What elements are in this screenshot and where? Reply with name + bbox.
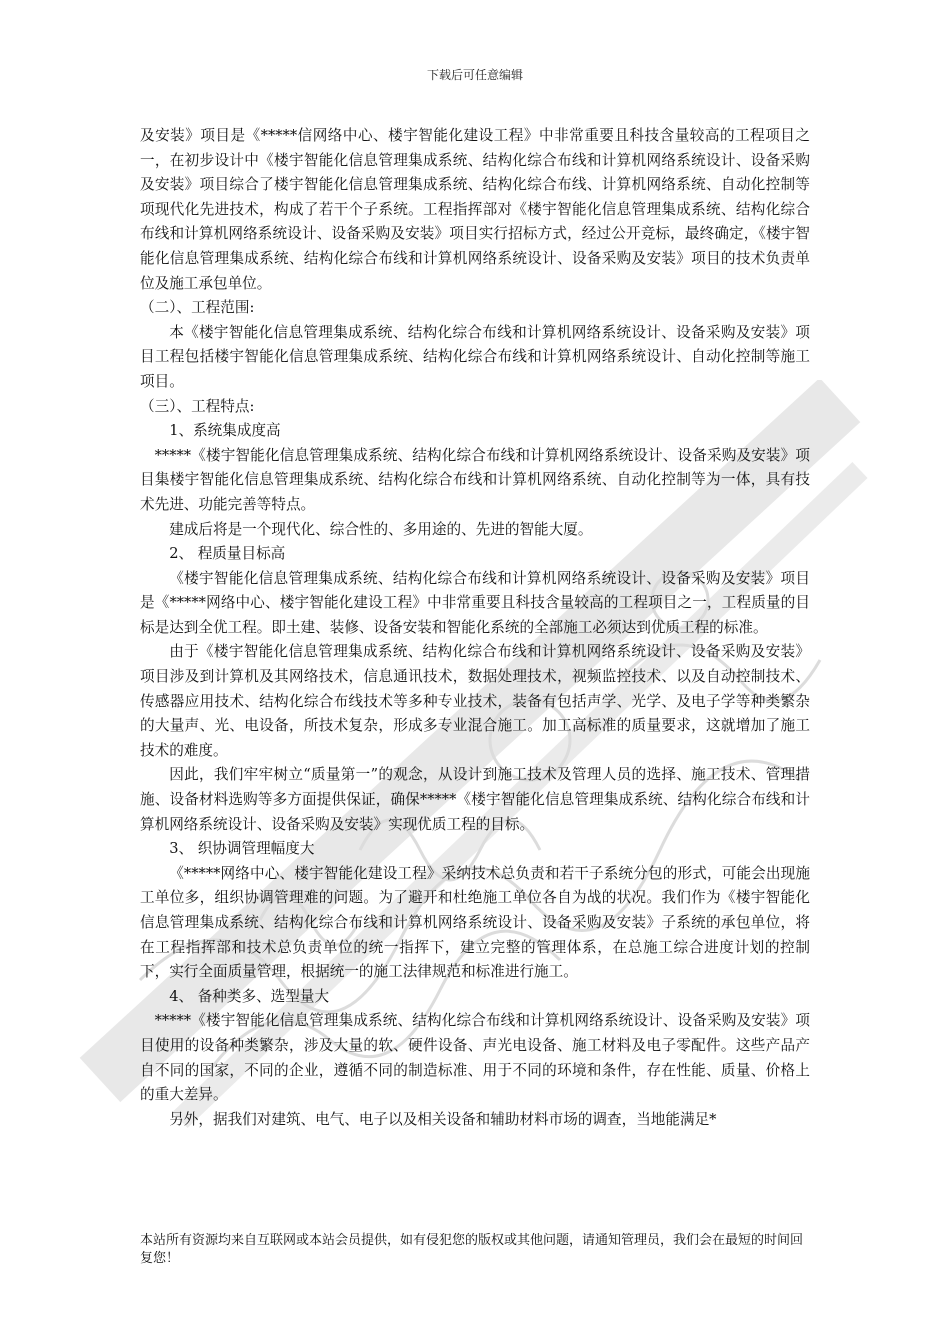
paragraph: 本《楼宇智能化信息管理集成系统、结构化综合布线和计算机网络系统设计、设备采购及安装》项目工程包括楼宇智能化信息管理集成系统、结构化综合布线和计算机网络系统设计、自动化控制等施工项目。 bbox=[140, 323, 810, 390]
paragraph: 因此，我们牢牢树立“质量第一”的观念，从设计到施工技术及管理人员的选择、施工技术、管理措施、设备材料选购等多方面提供保证，确保*****《楼宇智能化信息管理集成系统、结构化综合布线和计算机网络系统设计、设备采购及安装》实现优质工程的目标。 bbox=[140, 766, 810, 833]
paragraph: 4、 备种类多、选型量大 bbox=[169, 987, 330, 1005]
paragraph: 《楼宇智能化信息管理集成系统、结构化综合布线和计算机网络系统设计、设备采购及安装》项目是《*****网络中心、楼宇智能化建设工程》中非常重要且科技含量较高的工程项目之一，工程质量的目标是达到全优工程。即土建、装修、设备安装和智能化系统的全部施工必须达到优质工程的标准。 bbox=[140, 569, 810, 636]
paragraph: 建成后将是一个现代化、综合性的、多用途的、先进的智能大厦。 bbox=[169, 520, 593, 538]
page-footer: 本站所有资源均来自互联网或本站会员提供，如有侵犯您的版权或其他问题，请通知管理员，我们会在最短的时间回复您！ bbox=[140, 1233, 804, 1266]
paragraph: *****《楼宇智能化信息管理集成系统、结构化综合布线和计算机网络系统设计、设备采购及安装》项目集楼宇智能化信息管理集成系统、结构化综合布线和计算机网络系统、自动化控制等为一体，具有技术先进、功能完善等特点。 bbox=[140, 446, 810, 513]
paragraph: 《*****网络中心、楼宇智能化建设工程》采纳技术总负责和若干子系统分包的形式，可能会出现施工单位多，组织协调管理难的问题。为了避开和杜绝施工单位各自为战的状况。我们作为《楼宇智能化信息管理集成系统、结构化综合布线和计算机网络系统设计、设备采购及安装》子系统的承包单位，将在工程指挥部和技术总负责单位的统一指挥下，建立完整的管理体系，在总施工综合进度计划的控制下，实行全面质量管理，根据统一的施工法律规范和标准进行施工。 bbox=[140, 864, 810, 981]
paragraph: （二）、工程范围: bbox=[140, 299, 255, 317]
paragraph: 及安装》项目是《*****信网络中心、楼宇智能化建设工程》中非常重要且科技含量较高的工程项目之一，在初步设计中《楼宇智能化信息管理集成系统、结构化综合布线和计算机网络系统设计、设备采购及安装》项目综合了楼宇智能化信息管理集成系统、结构化综合布线、计算机网络系统、自动化控制等项现代化先进技术，构成了若干个子系统。工程指挥部对《楼宇智能化信息管理集成系统、结构化综合布线和计算机网络系统设计、设备采购及安装》项目实行招标方式，经过公开竞标，最终确定，《楼宇智能化信息管理集成系统、结构化综合布线和计算机网络系统设计、设备采购及安装》项目的技术负责单位及施工承包单位。 bbox=[140, 127, 810, 292]
paragraph: 1、系统集成度高 bbox=[169, 422, 281, 440]
document-body bbox=[140, 124, 810, 1132]
paragraph: *****《楼宇智能化信息管理集成系统、结构化综合布线和计算机网络系统设计、设备采购及安装》项目使用的设备种类繁杂，涉及大量的软、硬件设备、声光电设备、施工材料及电子零配件。这些产品产自不同的国家，不同的企业，遵循不同的制造标准、用于不同的环境和条件，存在性能、质量、价格上的重大差异。 bbox=[140, 1012, 810, 1104]
paragraph: 由于《楼宇智能化信息管理集成系统、结构化综合布线和计算机网络系统设计、设备采购及安装》项目涉及到计算机及其网络技术，信息通讯技术，数据处理技术，视频监控技术、以及自动控制技术、传感器应用技术、结构化综合布线技术等多种专业技术，装备有包括声学、光学、及电子学等种类繁杂的大量声、光、电设备，所技术复杂，形成多专业混合施工。加工高标准的质量要求，这就增加了施工技术的难度。 bbox=[140, 643, 810, 759]
paragraph: 2、 程质量目标高 bbox=[169, 545, 286, 563]
paragraph: 另外，据我们对建筑、电气、电子以及相关设备和辅助材料市场的调查，当地能满足* bbox=[169, 1110, 717, 1128]
paragraph: （三）、工程特点: bbox=[140, 397, 255, 415]
page-header: 下载后可任意编辑 bbox=[426, 68, 523, 82]
paragraph: 3、 织协调管理幅度大 bbox=[169, 840, 315, 858]
